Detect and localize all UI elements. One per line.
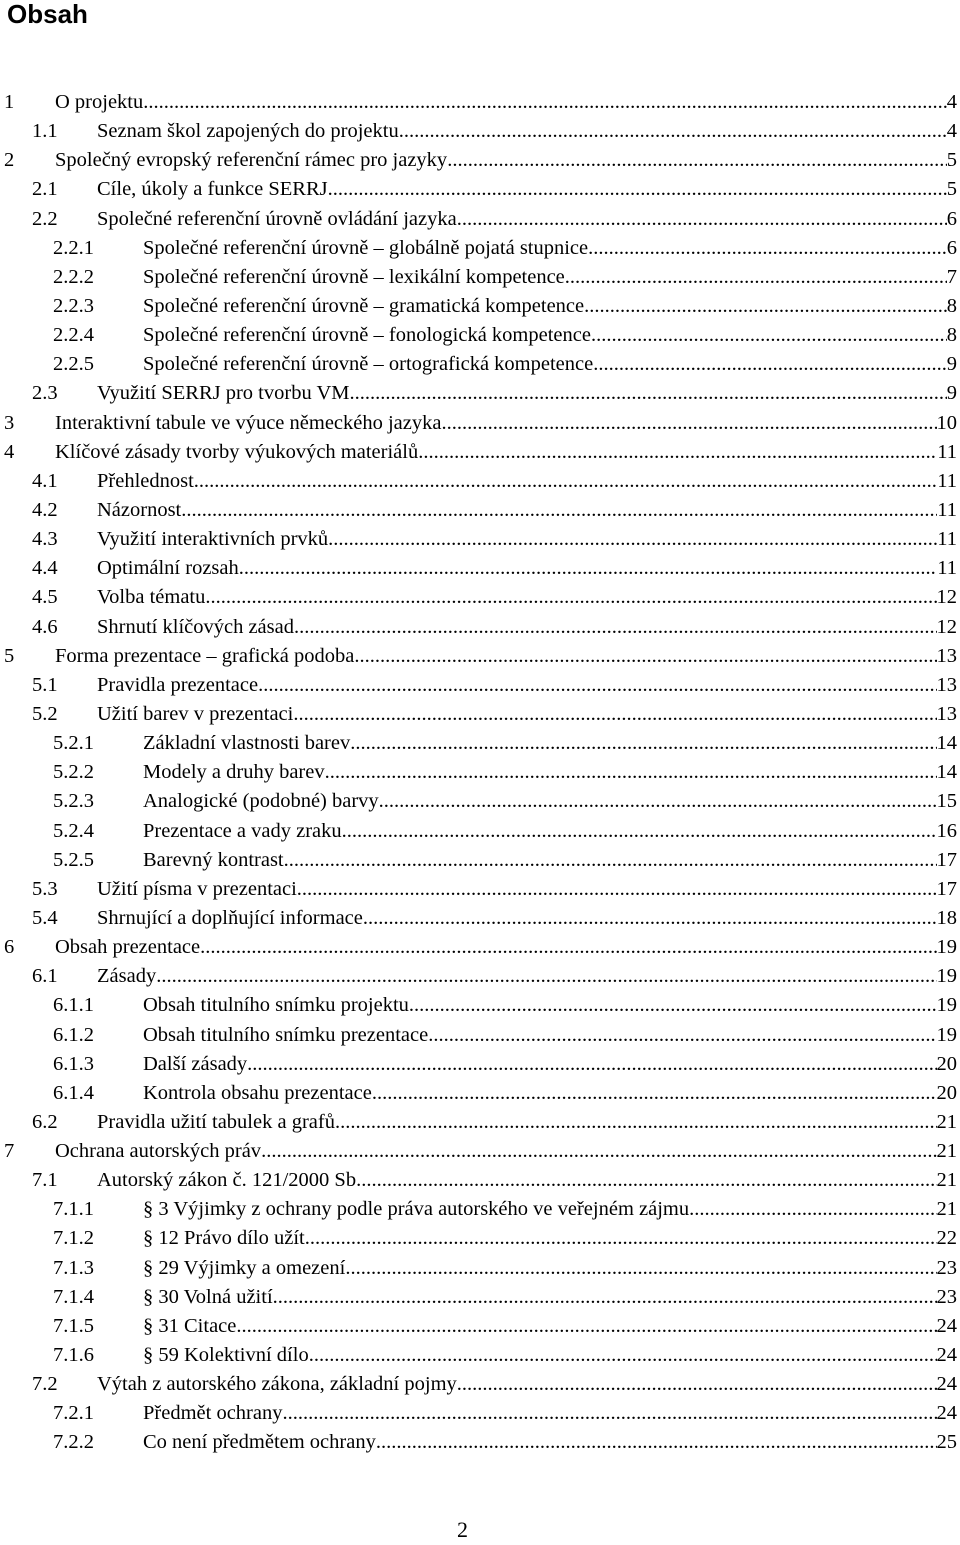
dot-leader [261, 1137, 936, 1166]
dot-leader [181, 496, 937, 525]
toc-entry-number: 6 [4, 936, 15, 959]
dot-leader [428, 1021, 936, 1050]
toc-entry[interactable] [0, 642, 960, 671]
toc-entry-title-wrap [55, 409, 937, 438]
toc-entry-number: 2.1 [32, 178, 58, 201]
toc-entry-page: 24 [936, 1402, 957, 1425]
toc-entry[interactable] [0, 1341, 960, 1370]
toc-entry-number: 1.1 [32, 120, 58, 143]
toc-entry-title: Využití interaktivních prvků [97, 528, 329, 551]
toc-entry-title-wrap [97, 525, 937, 554]
dot-leader [294, 613, 937, 642]
toc-entry-title-wrap [143, 1195, 937, 1224]
toc-entry-title-wrap [143, 263, 947, 292]
toc-entry-title-wrap [143, 1224, 937, 1253]
toc-entry-title-wrap [97, 671, 937, 700]
toc-entry-title-wrap [97, 1108, 937, 1137]
dot-leader [361, 1166, 936, 1195]
toc-entry-number: 7.1.5 [53, 1314, 94, 1337]
toc-entry[interactable] [0, 875, 960, 904]
dot-leader [418, 438, 937, 467]
toc-entry[interactable] [0, 933, 960, 962]
toc-entry-page: 25 [936, 1431, 957, 1454]
toc-entry[interactable] [0, 292, 960, 321]
toc-entry-title-wrap [143, 1050, 937, 1079]
dot-leader [205, 583, 936, 612]
toc-entry-title-wrap [55, 1137, 937, 1166]
dot-leader [584, 292, 947, 321]
toc-entry-number: 2.2.2 [53, 265, 94, 288]
toc-entry-title-wrap [143, 1254, 937, 1283]
toc-entry-title: Obsah titulního snímku projektu [143, 994, 409, 1017]
toc-entry[interactable] [0, 817, 960, 846]
toc-entry-number: 5.3 [32, 877, 58, 900]
toc-entry[interactable] [0, 496, 960, 525]
toc-entry[interactable] [0, 1312, 960, 1341]
dot-leader [588, 234, 947, 263]
dot-leader [297, 875, 937, 904]
toc-entry-number: 2.3 [32, 382, 58, 405]
toc-entry-page: 24 [936, 1344, 957, 1367]
toc-entry-page: 11 [937, 557, 957, 580]
toc-entry-page: 17 [936, 877, 957, 900]
toc-entry[interactable] [0, 758, 960, 787]
toc-entry-title-wrap [143, 234, 947, 263]
toc-entry-number: 4.5 [32, 586, 58, 609]
toc-entry-number: 5.2.5 [53, 848, 94, 871]
toc-entry-title-wrap [97, 467, 937, 496]
toc-entry-title-wrap [143, 991, 937, 1020]
toc-entry-title: Analogické (podobné) barvy [143, 790, 379, 813]
dot-leader [593, 350, 947, 379]
toc-entry-number: 2.2.5 [53, 353, 94, 376]
toc-entry-title: Užití barev v prezentaci [97, 702, 294, 725]
toc-entry-title: § 12 Právo dílo užít [143, 1227, 305, 1250]
toc-entry[interactable] [0, 525, 960, 554]
toc-entry-page: 19 [936, 965, 957, 988]
toc-entry[interactable] [0, 962, 960, 991]
dot-leader [376, 1428, 937, 1457]
toc-entry-title-wrap [55, 933, 937, 962]
dot-leader [350, 729, 936, 758]
toc-entry-number: 5.2.1 [53, 732, 94, 755]
toc-entry-title-wrap [55, 146, 947, 175]
toc-entry-title: Společné referenční úrovně – gramatická kompetence [143, 294, 585, 317]
toc-entry-title: § 30 Volná užití [143, 1285, 273, 1308]
dot-leader [328, 525, 937, 554]
toc-entry[interactable] [0, 438, 960, 467]
toc-entry-number: 7.1 [32, 1169, 58, 1192]
toc-entry-page: 19 [936, 1023, 957, 1046]
dot-leader [293, 700, 936, 729]
toc-entry-title-wrap [143, 1079, 937, 1108]
toc-entry-number: 6.1.1 [53, 994, 94, 1017]
dot-leader [345, 1254, 936, 1283]
toc-entry-page: 24 [936, 1373, 957, 1396]
toc-entry-number: 5.2.2 [53, 761, 94, 784]
toc-entry-title-wrap [55, 88, 947, 117]
toc-entry-page: 21 [936, 1140, 957, 1163]
toc-entry-title: Klíčové zásady tvorby výukových materiálů [55, 440, 419, 463]
toc-entry[interactable] [0, 991, 960, 1020]
toc-entry-number: 6.1.4 [53, 1081, 94, 1104]
toc-entry-title-wrap [143, 817, 937, 846]
toc-entry[interactable] [0, 146, 960, 175]
toc-entry-page: 13 [936, 673, 957, 696]
dot-leader [328, 175, 947, 204]
toc-entry[interactable] [0, 1079, 960, 1108]
toc-entry-number: 7.1.6 [53, 1344, 94, 1367]
toc-entry-title-wrap [97, 583, 937, 612]
toc-entry[interactable] [0, 321, 960, 350]
toc-entry[interactable] [0, 1254, 960, 1283]
toc-entry[interactable] [0, 554, 960, 583]
toc-entry-title: Společné referenční úrovně – lexikální kompetence [143, 265, 565, 288]
dot-leader [457, 1370, 937, 1399]
toc-entry-page: 19 [936, 936, 957, 959]
dot-leader [325, 758, 937, 787]
toc-entry-title: Modely a druhy barev [143, 761, 325, 784]
toc-entry-page: 23 [936, 1256, 957, 1279]
dot-leader [305, 1224, 937, 1253]
toc-entry-number: 3 [4, 411, 15, 434]
toc-entry[interactable] [0, 1283, 960, 1312]
dot-leader [247, 1050, 936, 1079]
toc-entry-number: 4.1 [32, 469, 58, 492]
toc-entry[interactable] [0, 263, 960, 292]
toc-entry-title: Barevný kontrast [143, 848, 284, 871]
toc-entry-page: 15 [936, 790, 957, 813]
toc-entry-title: Pravidla užití tabulek a grafů [97, 1110, 335, 1133]
toc-entry-title-wrap [97, 1370, 937, 1399]
dot-leader [457, 205, 947, 234]
toc-entry-title-wrap [143, 758, 937, 787]
dot-leader [689, 1195, 936, 1224]
toc-entry-title-wrap [97, 875, 937, 904]
toc-entry-title-wrap [97, 1166, 937, 1195]
dot-leader [258, 671, 936, 700]
toc-entry-page: 19 [936, 994, 957, 1017]
toc-entry-number: 4.2 [32, 498, 58, 521]
dot-leader [591, 321, 947, 350]
toc-entry-page: 9 [946, 353, 957, 376]
toc-entry-number: 2.2.1 [53, 236, 94, 259]
toc-entry-title: Optimální rozsah [97, 557, 239, 580]
toc-entry-title: Obsah titulního snímku prezentace [143, 1023, 429, 1046]
toc-entry-page: 11 [937, 498, 957, 521]
toc-entry-title-wrap [97, 904, 937, 933]
toc-entry-number: 6.1.2 [53, 1023, 94, 1046]
toc-entry-title: Společné referenční úrovně – ortografická kompetence [143, 353, 594, 376]
toc-entry-title-wrap [143, 1283, 937, 1312]
toc-entry-page: 8 [946, 324, 957, 347]
toc-entry-title: Autorský zákon č. 121/2000 Sb. [97, 1169, 362, 1192]
toc-entry-title-wrap [143, 292, 947, 321]
toc-entry-number: 4.4 [32, 557, 58, 580]
toc-entry-number: 5.4 [32, 906, 58, 929]
toc-entry-number: 2.2 [32, 207, 58, 230]
toc-entry-title-wrap [143, 1399, 937, 1428]
toc-entry-page: 13 [936, 702, 957, 725]
toc-entry-title: Využití SERRJ pro tvorbu VM [97, 382, 350, 405]
toc-entry-page: 18 [936, 906, 957, 929]
toc-entry-title: Společné referenční úrovně ovládání jazyka [97, 207, 457, 230]
toc-entry-number: 4 [4, 440, 15, 463]
toc-entry-page: 14 [936, 732, 957, 755]
dot-leader [409, 991, 937, 1020]
dot-leader [284, 846, 937, 875]
toc-entry-title: Výtah z autorského zákona, základní pojmy [97, 1373, 457, 1396]
toc-entry-number: 5.1 [32, 673, 58, 696]
toc-entry-title-wrap [97, 496, 937, 525]
toc-entry-number: 5.2 [32, 702, 58, 725]
toc-entry-title-wrap [143, 1312, 937, 1341]
toc-entry[interactable] [0, 350, 960, 379]
toc-entry-title-wrap [55, 438, 937, 467]
toc-entry[interactable] [0, 1137, 960, 1166]
toc-entry-title-wrap [97, 379, 947, 408]
toc-entry-page: 20 [936, 1052, 957, 1075]
toc-entry-title: Forma prezentace – grafická podoba [55, 644, 355, 667]
dot-leader [156, 962, 936, 991]
toc-entry-number: 1 [4, 91, 15, 113]
toc-entry-title-wrap [97, 205, 947, 234]
toc-entry-page: 9 [946, 382, 957, 405]
toc-entry-title-wrap [143, 350, 947, 379]
dot-leader [335, 1108, 937, 1137]
toc-entry-title-wrap [143, 846, 937, 875]
dot-leader [143, 88, 947, 117]
toc-entry-title-wrap [97, 175, 947, 204]
toc-entry-title: Předmět ochrany [143, 1402, 283, 1425]
dot-leader [236, 1312, 936, 1341]
toc-entry-page: 22 [936, 1227, 957, 1250]
toc-entry-title-wrap [143, 1021, 937, 1050]
toc-entry-page: 13 [936, 644, 957, 667]
dot-leader [309, 1341, 937, 1370]
dot-leader [379, 787, 937, 816]
toc-entry-number: 2.2.3 [53, 294, 94, 317]
toc-entry-page: 6 [946, 236, 957, 259]
toc-entry[interactable] [0, 904, 960, 933]
toc-entry-title-wrap [143, 787, 937, 816]
toc-entry-number: 5.2.3 [53, 790, 94, 813]
toc-entry-number: 5 [4, 644, 15, 667]
toc-entry-title: Společné referenční úrovně – fonologická kompetence [143, 324, 591, 347]
toc-entry-title: § 31 Citace [143, 1314, 237, 1337]
toc-entry[interactable] [0, 1108, 960, 1137]
toc-entry-page: 6 [946, 207, 957, 230]
dot-leader [372, 1079, 937, 1108]
dot-leader [273, 1283, 937, 1312]
toc-entry-title-wrap [97, 613, 937, 642]
toc-entry-page: 4 [946, 120, 957, 143]
toc-entry-page: 24 [936, 1314, 957, 1337]
page-number: 2 [457, 1517, 468, 1542]
dot-leader [441, 409, 936, 438]
toc-entry[interactable] [0, 234, 960, 263]
toc-entry[interactable] [0, 1050, 960, 1079]
toc-entry-page: 11 [937, 440, 957, 463]
toc-entry[interactable] [0, 671, 960, 700]
toc-entry-number: 6.2 [32, 1110, 58, 1133]
toc-entry-title: Shrnující a doplňující informace [97, 906, 363, 929]
toc-entry[interactable] [0, 117, 960, 146]
toc-entry-page: 4 [946, 91, 957, 113]
toc-entry-page: 14 [936, 761, 957, 784]
toc-entry-title: Pravidla prezentace [97, 673, 259, 696]
toc-entry[interactable] [0, 205, 960, 234]
toc-entry-number: 5.2.4 [53, 819, 94, 842]
toc-entry-title: Co není předmětem ochrany [143, 1431, 376, 1454]
toc-entry[interactable] [0, 409, 960, 438]
toc-entry-number: 2 [4, 149, 15, 172]
toc-entry[interactable] [0, 583, 960, 612]
toc-entry-number: 7 [4, 1140, 15, 1163]
toc-entry[interactable] [0, 88, 960, 117]
table-of-contents [0, 88, 960, 1458]
toc-entry[interactable] [0, 1399, 960, 1428]
dot-leader [349, 379, 946, 408]
toc-entry-title: Společné referenční úrovně – globálně pojatá stupnice [143, 236, 589, 259]
toc-entry-title: § 59 Kolektivní dílo [143, 1344, 309, 1367]
toc-entry-page: 21 [936, 1110, 957, 1133]
dot-leader [342, 817, 937, 846]
toc-entry-title-wrap [97, 962, 937, 991]
toc-entry[interactable] [0, 1224, 960, 1253]
toc-entry-title-wrap [55, 642, 937, 671]
toc-entry[interactable] [0, 1166, 960, 1195]
dot-leader [399, 117, 947, 146]
dot-leader [239, 554, 937, 583]
toc-entry-page: 16 [936, 819, 957, 842]
toc-entry[interactable] [0, 846, 960, 875]
toc-entry[interactable] [0, 1428, 960, 1457]
toc-entry[interactable] [0, 1370, 960, 1399]
toc-entry[interactable] [0, 1195, 960, 1224]
toc-entry[interactable] [0, 787, 960, 816]
toc-entry-title: Další zásady [143, 1052, 248, 1075]
toc-entry-title: Shrnutí klíčových zásad [97, 615, 294, 638]
toc-entry-title: Přehlednost [97, 469, 194, 492]
toc-entry-page: 5 [946, 149, 957, 172]
toc-entry-title-wrap [97, 554, 937, 583]
toc-entry-title: Zásady [97, 965, 157, 988]
toc-entry-title: Ochrana autorských práv [55, 1140, 262, 1163]
toc-entry-title-wrap [97, 117, 947, 146]
dot-leader [354, 642, 936, 671]
toc-entry-number: 7.1.3 [53, 1256, 94, 1279]
toc-entry-page: 21 [936, 1169, 957, 1192]
toc-entry-number: 7.1.2 [53, 1227, 94, 1250]
toc-entry-title: § 3 Výjimky z ochrany podle práva autorského ve veřejném zájmu [143, 1198, 690, 1221]
toc-entry-title: Základní vlastnosti barev [143, 732, 351, 755]
toc-entry-number: 4.6 [32, 615, 58, 638]
toc-entry-title: Kontrola obsahu prezentace [143, 1081, 372, 1104]
toc-entry-page: 11 [937, 528, 957, 551]
toc-entry-page: 8 [946, 294, 957, 317]
toc-entry-title: Cíle, úkoly a funkce SERRJ [97, 178, 328, 201]
toc-entry-title: Prezentace a vady zraku [143, 819, 342, 842]
dot-leader [447, 146, 947, 175]
toc-entry-page: 17 [936, 848, 957, 871]
toc-entry-title-wrap [143, 729, 937, 758]
toc-entry-page: 12 [936, 615, 957, 638]
page-title: Obsah [7, 0, 88, 29]
toc-entry-number: 7.1.4 [53, 1285, 94, 1308]
toc-entry-title: Interaktivní tabule ve výuce německého jazyka [55, 411, 442, 434]
dot-leader [282, 1399, 936, 1428]
toc-entry-title-wrap [143, 1428, 937, 1457]
toc-entry-title: Seznam škol zapojených do projektu [97, 120, 399, 143]
toc-entry-title-wrap [143, 1341, 937, 1370]
toc-entry-page: 7 [946, 265, 957, 288]
toc-entry[interactable] [0, 729, 960, 758]
toc-entry-number: 2.2.4 [53, 324, 94, 347]
toc-entry-number: 6.1.3 [53, 1052, 94, 1075]
toc-entry[interactable] [0, 467, 960, 496]
toc-entry-number: 6.1 [32, 965, 58, 988]
dot-leader [200, 933, 936, 962]
toc-entry-number: 7.2 [32, 1373, 58, 1396]
toc-entry-number: 7.1.1 [53, 1198, 94, 1221]
dot-leader [565, 263, 947, 292]
toc-entry-page: 20 [936, 1081, 957, 1104]
toc-entry-page: 11 [937, 469, 957, 492]
toc-entry[interactable] [0, 1021, 960, 1050]
toc-entry[interactable] [0, 700, 960, 729]
toc-entry-title: Názornost [97, 498, 182, 521]
toc-entry-title: Obsah prezentace [55, 936, 201, 959]
toc-entry-title: Společný evropský referenční rámec pro jazyky [55, 149, 448, 172]
toc-entry-title: O projektu [55, 91, 144, 113]
toc-entry-page: 21 [936, 1198, 957, 1221]
toc-entry-page: 5 [946, 178, 957, 201]
toc-entry-number: 4.3 [32, 528, 58, 551]
toc-entry-title: Volba tématu [97, 586, 206, 609]
dot-leader [194, 467, 937, 496]
toc-entry-page: 12 [936, 586, 957, 609]
toc-entry-page: 10 [936, 411, 957, 434]
toc-entry[interactable] [0, 379, 960, 408]
toc-entry-page: 23 [936, 1285, 957, 1308]
toc-entry-title: § 29 Výjimky a omezení [143, 1256, 346, 1279]
toc-entry-number: 7.2.2 [53, 1431, 94, 1454]
toc-entry-title-wrap [143, 321, 947, 350]
dot-leader [363, 904, 937, 933]
toc-entry-title-wrap [97, 700, 937, 729]
toc-entry-number: 7.2.1 [53, 1402, 94, 1425]
toc-entry[interactable] [0, 613, 960, 642]
toc-entry-title: Užití písma v prezentaci [97, 877, 297, 900]
toc-entry[interactable] [0, 175, 960, 204]
